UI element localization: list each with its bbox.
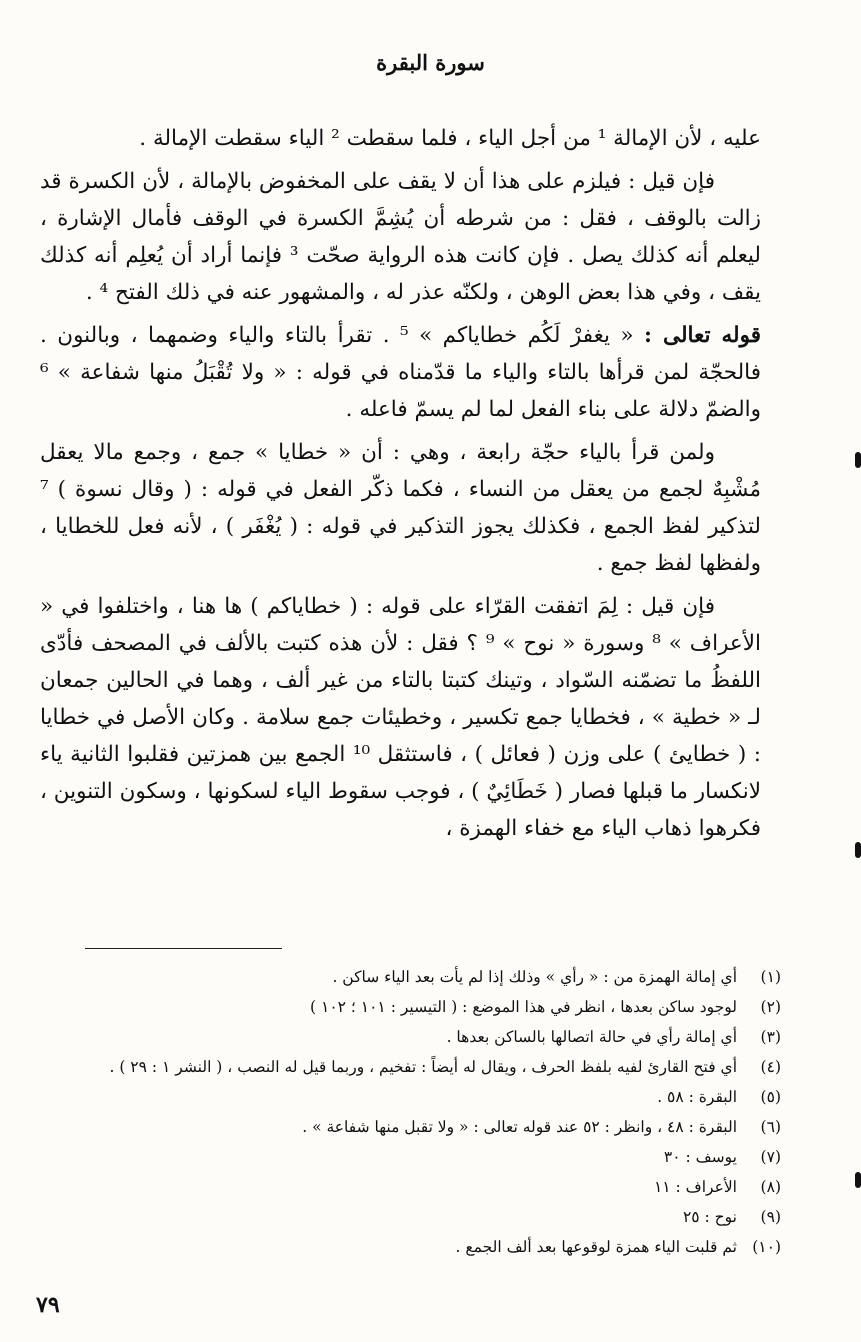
- footnote-number: (١٠): [752, 1238, 781, 1256]
- footnote-text: نوح : ٢٥: [682, 1208, 737, 1226]
- footnote-text: البقرة : ٥٨ .: [657, 1088, 737, 1106]
- footnote: [40, 962, 781, 992]
- footnote: [40, 1112, 781, 1142]
- footnote-text: لوجود ساكن بعدها ، انظر في هذا الموضع : ( التيسير : ١٠١ ؛ ١٠٢ ): [310, 998, 737, 1016]
- footnote-text: أي إمالة الهمزة من : « رأي » وذلك إذا لم يأت بعد الياء ساكن .: [332, 968, 737, 986]
- footnote: [40, 1142, 781, 1172]
- page-header: سورة البقرة: [376, 50, 485, 75]
- footnote-number: (٥): [760, 1088, 781, 1106]
- footnote-text: يوسف : ٣٠: [663, 1148, 737, 1166]
- paragraph-text: « يغفرْ لَكُم خطاياكم » ⁵ . تقرأ بالتاء والياء وضمهما ، وبالنون . فالحجّة لمن قرأها بالتاء والياء ما قدّمناه في قوله : « ولا تُقْبَلُ منها شفاعة » ⁶ والضمّ دلالة على بناء الفعل لما لم يسمّ فاعله .: [40, 323, 761, 422]
- footnote-number: (٣): [760, 1028, 781, 1046]
- body-text: [40, 120, 761, 853]
- footnote: [40, 992, 781, 1022]
- footnote: [40, 1022, 781, 1052]
- footnote-number: (١): [760, 968, 781, 986]
- footnote: [40, 1052, 781, 1082]
- footnote-number: (٩): [760, 1208, 781, 1226]
- footnote: [40, 1172, 781, 1202]
- footnote: [40, 1202, 781, 1232]
- footnote-number: (٨): [760, 1178, 781, 1196]
- page-number: ٧٩: [36, 1292, 60, 1318]
- footnotes: [40, 962, 781, 1262]
- margin-mark: [855, 842, 861, 858]
- footnote-text: البقرة : ٤٨ ، وانظر : ٥٢ عند قوله تعالى : « ولا تقبل منها شفاعة » .: [302, 1118, 737, 1136]
- footnote: [40, 1082, 781, 1112]
- footnote-number: (٦): [760, 1118, 781, 1136]
- paragraph: فإن قيل : فيلزم على هذا أن لا يقف على المخفوض بالإمالة ، لأن الكسرة قد زالت بالوقف ، فقل : من شرطه أن يُشِمَّ الكسرة في الوقف فأمال الإشارة ، ليعلم أنه كذلك يصل . فإن كانت هذه الرواية صحّت ³ فإنما أراد أن يُعلِم أنه كذلك يقف ، وفي هذا بعض الوهن ، ولكنّه عذر له ، والمشهور عنه في ذلك الفتح ⁴ .: [40, 169, 761, 305]
- footnote-text: أي فتح القارئ لفيه بلفظ الحرف ، ويقال له أيضاً : تفخيم ، وربما قيل له النصب ، ( النشر ١ : ٢٩ ) .: [109, 1058, 737, 1076]
- paragraph: عليه ، لأن الإمالة ¹ من أجل الياء ، فلما سقطت ² الياء سقطت الإمالة .: [139, 126, 761, 151]
- footnote-text: الأعراف : ١١: [653, 1178, 737, 1196]
- footnote-number: (٤): [760, 1058, 781, 1076]
- footnote-number: (٢): [760, 998, 781, 1016]
- footnote: [40, 1232, 781, 1262]
- footnote-separator: [85, 948, 282, 949]
- footnote-text: ثم قلبت الياء همزة لوقوعها بعد ألف الجمع .: [455, 1238, 737, 1256]
- paragraph: [40, 317, 761, 428]
- paragraph: فإن قيل : لِمَ اتفقت القرّاء على قوله : ( خطاياكم ) ها هنا ، واختلفوا في « الأعراف » ⁸ وسورة « نوح » ⁹ ؟ فقل : لأن هذه كتبت بالألف في المصحف فأدّى اللفظُ ما تضمّنه السّواد ، وتينك كتبتا بالتاء من غير ألف ، وهما في الحالين جمعان لـ « خطية » ، فخطايا جمع تكسير ، وخطيئات جمع سلامة . وكان الأصل في خطايا : ( خطايئ ) على وزن ( فعائل ) ، فاستثقل ¹⁰ الجمع بين همزتين فقلبوا الثانية ياء لانكسار ما قبلها فصار ( خَطَائِيٌ ) ، فوجب سقوط الياء لسكونها ، وسكون التنوين ، فكرهوا ذهاب الياء مع خفاء الهمزة ،: [40, 594, 761, 841]
- paragraph: ولمن قرأ بالياء حجّة رابعة ، وهي : أن « خطايا » جمع ، وجمع مالا يعقل مُشْبِهٌ لجمع من يعقل من النساء ، فكما ذكّر الفعل في قوله : ( وقال نسوة ) ⁷ لتذكير لفظ الجمع ، فكذلك يجوز التذكير في قوله : ( يُغْفَر ) ، لأنه فعل للخطايا ، ولفظها لفظ جمع .: [40, 440, 761, 576]
- lead-label: قوله تعالى :: [644, 323, 761, 348]
- footnote-number: (٧): [760, 1148, 781, 1166]
- footnote-text: أي إمالة رأي في حالة اتصالها بالساكن بعدها .: [446, 1028, 737, 1046]
- margin-mark: [855, 1172, 861, 1188]
- margin-mark: [855, 452, 861, 468]
